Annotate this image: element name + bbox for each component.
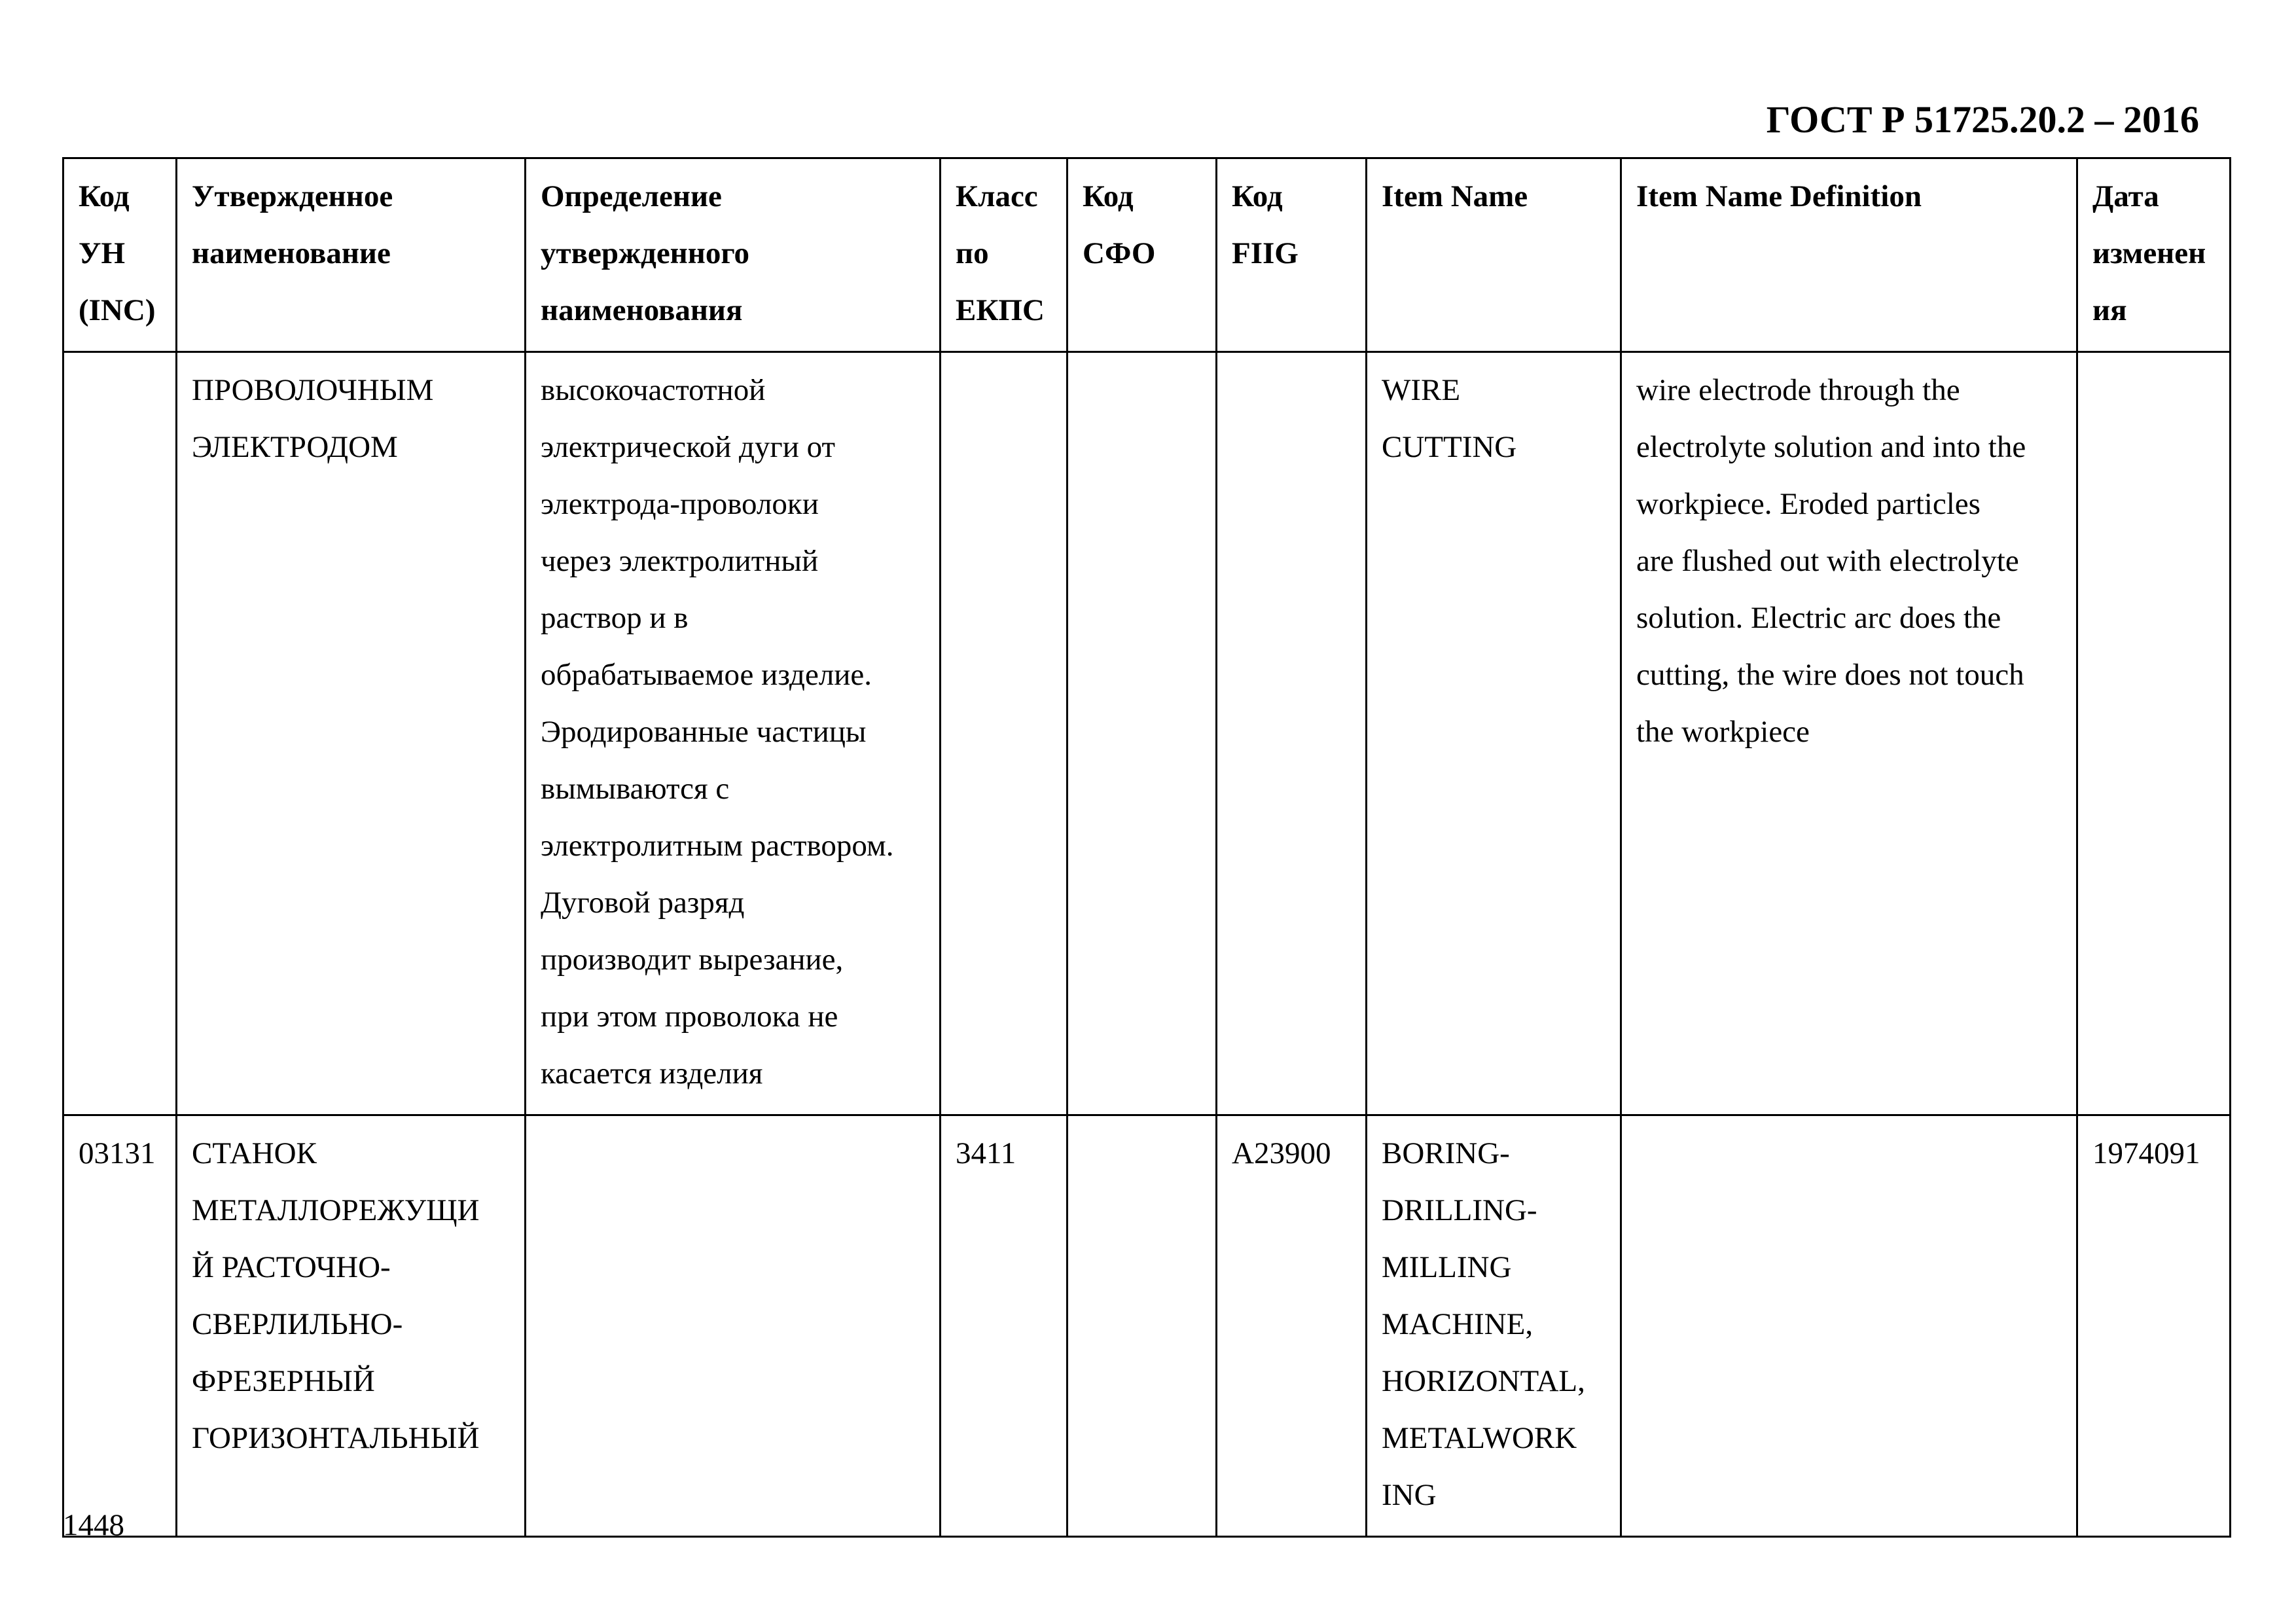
cell-inc-text: 03131 <box>79 1136 156 1170</box>
page-number: 1448 <box>63 1508 124 1542</box>
column-header-sfo: Код СФО <box>1067 158 1217 352</box>
cell-approved-name-text: СТАНОК МЕТАЛЛОРЕЖУЩИ Й РАСТОЧНО- СВЕРЛИЛЬНО- ФРЕЗЕРНЫЙ ГОРИЗОНТАЛЬНЫЙ <box>192 1136 480 1455</box>
cell-change-date <box>2077 352 2231 1115</box>
column-header-fiig: Код FIIG <box>1217 158 1367 352</box>
cell-definition-text: высокочастотной электрической дуги от электрода-проволоки через электролитный раствор и в обрабатываемое изделие. Эродированные частицы вымываются с электролитным раствором. Дуговой разряд производит вырезание, при этом проволока не касается изделия <box>541 373 894 1091</box>
column-header-item-name-definition: Item Name Definition <box>1621 158 2077 352</box>
column-header-class: Класс по ЕКПС <box>941 158 1067 352</box>
column-header-approved-name: Утвержденное наименование <box>177 158 526 352</box>
cell-fiig-text: A23900 <box>1232 1136 1331 1170</box>
column-header-definition: Определение утвержденного наименования <box>526 158 941 352</box>
table-row <box>63 1115 2231 1537</box>
cell-class <box>941 352 1067 1115</box>
classification-table <box>62 157 2231 1538</box>
cell-inc <box>63 352 177 1115</box>
cell-definition <box>526 352 941 1115</box>
cell-fiig <box>1217 1115 1367 1537</box>
cell-item-name <box>1367 352 1621 1115</box>
cell-change-date <box>2077 1115 2231 1537</box>
column-header-item-name: Item Name <box>1367 158 1621 352</box>
cell-change-date-text: 1974091 <box>2092 1136 2200 1170</box>
cell-item-name-text: BORING- DRILLING- MILLING MACHINE, HORIZONTAL, METALWORK ING <box>1382 1136 1585 1512</box>
cell-item-name <box>1367 1115 1621 1537</box>
cell-item-name-definition <box>1621 352 2077 1115</box>
cell-class <box>941 1115 1067 1537</box>
table-header-row <box>63 158 2231 352</box>
cell-sfo <box>1067 352 1217 1115</box>
cell-item-name-definition-text: wire electrode through the electrolyte solution and into the workpiece. Eroded particles are flushed out with electrolyte solution. Electric arc does the cutting, the wire does not touch the workpiece <box>1636 373 2026 749</box>
table-row <box>63 352 2231 1115</box>
cell-item-name-definition <box>1621 1115 2077 1537</box>
cell-approved-name <box>177 1115 526 1537</box>
cell-item-name-text: WIRE CUTTING <box>1382 373 1517 464</box>
cell-approved-name-text: ПРОВОЛОЧНЫМ ЭЛЕКТРОДОМ <box>192 373 434 464</box>
cell-inc <box>63 1115 177 1537</box>
column-header-change-date: Дата изменен ия <box>2077 158 2231 352</box>
cell-fiig <box>1217 352 1367 1115</box>
column-header-inc: Код УН (INC) <box>63 158 177 352</box>
document-standard-title: ГОСТ Р 51725.20.2 – 2016 <box>1766 98 2199 141</box>
cell-sfo <box>1067 1115 1217 1537</box>
cell-class-text: 3411 <box>956 1136 1016 1170</box>
cell-approved-name <box>177 352 526 1115</box>
cell-definition <box>526 1115 941 1537</box>
